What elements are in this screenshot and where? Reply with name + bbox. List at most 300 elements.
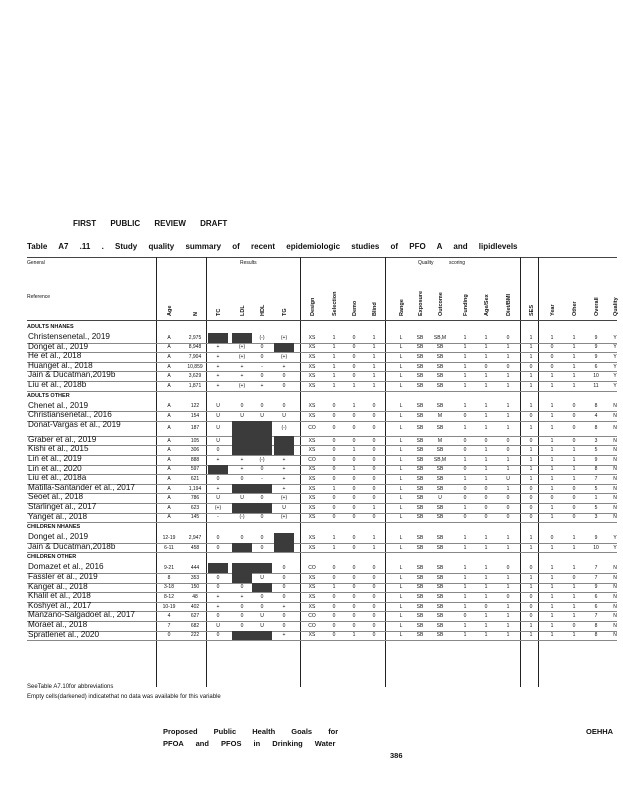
row-reference: Liu et al., 2018b (28, 380, 87, 389)
row-cell: N (613, 622, 617, 629)
row-cell: 1,871 (188, 382, 202, 389)
row-cell: A (167, 466, 171, 473)
row-cell: XS (308, 413, 316, 419)
row-reference: Fassler et al., 2019 (28, 572, 98, 581)
row-cell: U (240, 413, 244, 419)
row-cell: A (167, 425, 171, 432)
row-cell: 1 (572, 594, 576, 600)
row-cell: 2,975 (188, 334, 202, 341)
row-cell: 1 (550, 403, 554, 410)
row-cell: 1 (506, 425, 510, 432)
row-cell: 0 (572, 574, 576, 581)
row-cell: N (613, 425, 617, 432)
row-reference: Yanget al., 2018 (28, 511, 88, 521)
row-cell: L (399, 495, 403, 502)
row-cell: + (240, 373, 244, 380)
row-cell: 1 (372, 373, 376, 380)
row-cell: 4 (594, 413, 598, 419)
row-cell: 1 (463, 373, 467, 380)
column-header-n: N (193, 312, 199, 316)
row-cell: SB (416, 437, 424, 444)
group-results: Results (240, 260, 257, 266)
row-cell: 2,947 (188, 535, 202, 541)
row-cell: 1 (484, 344, 488, 351)
row-cell: 1 (372, 504, 376, 511)
group-quality: Quality scoring (418, 260, 466, 266)
row-cell: 1 (550, 447, 554, 454)
row-cell: SB (416, 565, 424, 572)
row-cell: XS (308, 544, 316, 551)
row-cell: 0 (240, 476, 244, 482)
row-cell: A (167, 413, 171, 419)
row-cell: + (216, 456, 220, 463)
row-cell: SB (436, 466, 444, 473)
row-cell: N (613, 466, 617, 473)
no-data-cell (208, 333, 228, 343)
row-cell: U (282, 413, 286, 419)
row-cell: 1 (332, 535, 336, 541)
row-reference: Liu et al., 2018a (28, 473, 87, 483)
row-cell: 0 (260, 403, 264, 410)
row-cell: XS (308, 334, 316, 341)
no-data-cell (252, 503, 272, 513)
row-cell: SB (416, 413, 424, 419)
row-cell: 1 (550, 413, 554, 419)
row-cell: 1 (463, 603, 467, 610)
row-cell: 0 (352, 437, 356, 444)
row-cell: 0 (506, 495, 510, 502)
row-cell: 1 (529, 354, 533, 360)
row-cell: 1 (572, 544, 576, 551)
row-cell: 1 (572, 584, 576, 591)
row-cell: 0 (352, 514, 356, 521)
row-cell: 1 (529, 425, 533, 432)
row-cell: 1 (484, 565, 488, 572)
row-reference: Manzano-Salgadoet al., 2017 (28, 610, 135, 620)
row-cell: 1 (572, 382, 576, 389)
row-cell: N (613, 632, 617, 639)
row-cell: 1 (463, 574, 467, 581)
row-cell: 0 (260, 594, 264, 600)
row-cell: Y (613, 544, 617, 551)
row-cell: 1 (463, 382, 467, 389)
row-cell: XS (308, 437, 316, 444)
row-reference: Chenet al., 2019 (28, 400, 89, 410)
row-cell: 0 (332, 425, 336, 432)
row-cell: XS (308, 382, 316, 389)
row-cell: 0 (240, 622, 244, 629)
row-cell: L (399, 447, 403, 454)
row-cell: 458 (190, 544, 200, 551)
row-cell: A (167, 373, 171, 380)
row-cell: SB (436, 373, 444, 380)
row-cell: SB (416, 495, 424, 502)
row-cell: 0 (216, 544, 220, 551)
no-data-cell (252, 436, 272, 446)
row-cell: 9 (594, 456, 598, 463)
no-data-cell (232, 436, 252, 446)
row-cell: XS (308, 363, 316, 370)
row-cell: 0 (332, 504, 336, 511)
row-cell: 1 (550, 373, 554, 380)
row-cell: SB (416, 354, 424, 360)
row-cell: U (260, 622, 264, 629)
row-cell: SB (416, 544, 424, 551)
row-cell: A (167, 456, 171, 463)
row-cell: 8 (167, 574, 171, 581)
row-cell: 0 (572, 485, 576, 492)
row-cell: SB (416, 382, 424, 389)
row-cell: SB (436, 476, 444, 482)
row-cell: 0 (216, 613, 220, 620)
row-cell: 786 (190, 495, 200, 502)
row-cell: 1 (463, 456, 467, 463)
row-reference: Seoet al., 2018 (28, 492, 84, 502)
row-cell: 444 (190, 565, 200, 572)
row-cell: SB (416, 466, 424, 473)
row-cell: 0 (463, 613, 467, 620)
row-cell: Y (613, 334, 617, 341)
row-cell: CO (308, 565, 316, 572)
row-cell: 0 (572, 413, 576, 419)
section-label: CHILDREN NHANES (27, 524, 81, 531)
row-cell: 1 (550, 514, 554, 521)
row-cell: (+) (280, 354, 288, 360)
row-cell: (-) (239, 514, 245, 521)
row-cell: SB,M (433, 456, 447, 463)
row-cell: 10,859 (187, 363, 203, 370)
row-cell: 0 (572, 504, 576, 511)
row-cell: N (613, 485, 617, 492)
row-cell: 0 (550, 363, 554, 370)
row-cell: 1 (572, 447, 576, 454)
row-cell: (-) (281, 425, 287, 432)
row-cell: 0 (372, 413, 376, 419)
row-cell: 1 (463, 535, 467, 541)
row-cell: A (167, 504, 171, 511)
row-cell: 0 (260, 344, 264, 351)
row-cell: N (613, 437, 617, 444)
row-cell: N (613, 613, 617, 620)
row-cell: 1 (572, 613, 576, 620)
row-cell: + (240, 594, 244, 600)
row-cell: 0 (529, 613, 533, 620)
row-cell: + (216, 354, 220, 360)
row-cell: 0 (332, 603, 336, 610)
row-cell: XS (308, 373, 316, 380)
row-cell: L (399, 603, 403, 610)
row-cell: 1 (529, 456, 533, 463)
row-cell: 1 (484, 413, 488, 419)
section-label: ADULTS NHANES (27, 324, 74, 330)
column-divider (206, 257, 207, 687)
row-cell: L (399, 344, 403, 351)
row-cell: 0 (550, 495, 554, 502)
row-cell: 9 (594, 334, 598, 341)
row-cell: SB (436, 574, 444, 581)
row-cell: 0 (372, 403, 376, 410)
row-cell: 0 (529, 495, 533, 502)
row-cell: 1 (506, 632, 510, 639)
column-header-overall: Overall (594, 297, 600, 316)
row-cell: 1 (463, 584, 467, 591)
row-cell: 1 (332, 354, 336, 360)
reference-header: Reference (27, 294, 51, 300)
row-cell: 1 (484, 373, 488, 380)
row-cell: SB (436, 632, 444, 639)
row-cell: 150 (190, 584, 200, 591)
row-cell: 1 (529, 574, 533, 581)
column-header-design: Design (310, 297, 316, 316)
row-cell: 3 (594, 514, 598, 521)
row-cell: 1 (572, 456, 576, 463)
row-reference: Donget al., 2019 (28, 341, 89, 351)
row-cell: SB (436, 363, 444, 370)
row-cell: 0 (372, 466, 376, 473)
row-cell: XS (308, 466, 316, 473)
row-cell: 7 (594, 476, 598, 482)
row-cell: 0 (282, 613, 286, 620)
row-cell: L (399, 437, 403, 444)
row-cell: A (167, 382, 171, 389)
row-cell: L (399, 373, 403, 380)
row-cell: 1 (550, 504, 554, 511)
row-cell: 6 (594, 594, 598, 600)
row-reference: Moraet al., 2018 (28, 620, 88, 629)
row-reference: Domazet et al., 2016 (28, 562, 104, 572)
row-cell: 0 (372, 437, 376, 444)
row-reference: Donat-Vargas et al., 2019 (28, 419, 121, 429)
row-cell: 0 (529, 485, 533, 492)
row-cell: SB (436, 485, 444, 492)
row-cell: 0 (352, 456, 356, 463)
row-cell: N (613, 504, 617, 511)
row-cell: 0 (372, 456, 376, 463)
row-cell: 1 (463, 354, 467, 360)
row-cell: 0 (332, 514, 336, 521)
row-cell: L (399, 584, 403, 591)
row-rule (27, 522, 617, 523)
row-cell: 1 (506, 344, 510, 351)
row-cell: 11 (593, 382, 599, 389)
row-cell: 1 (550, 613, 554, 620)
column-divider (520, 257, 521, 687)
row-cell: (-) (259, 456, 265, 463)
row-cell: 5 (594, 447, 598, 454)
row-cell: (-) (259, 334, 265, 341)
header-bottom-rule (27, 320, 617, 321)
row-cell: 0 (484, 437, 488, 444)
row-cell: 1 (463, 425, 467, 432)
row-cell: 10 (593, 544, 599, 551)
row-cell: 1 (332, 344, 336, 351)
row-cell: 0 (260, 354, 264, 360)
row-cell: 1 (463, 334, 467, 341)
row-cell: 8 (594, 632, 598, 639)
row-reference: Kanget al., 2018 (28, 581, 88, 591)
row-cell: N (613, 594, 617, 600)
row-cell: 0 (260, 603, 264, 610)
row-rule (27, 552, 617, 553)
row-cell: + (282, 466, 286, 473)
row-cell: 0 (484, 514, 488, 521)
row-cell: 1 (484, 447, 488, 454)
row-cell: SB (436, 425, 444, 432)
row-cell: L (399, 363, 403, 370)
row-cell: 8 (594, 622, 598, 629)
row-cell: 1 (550, 594, 554, 600)
row-cell: SB (416, 334, 424, 341)
row-cell: 1 (484, 476, 488, 482)
row-cell: 0 (372, 476, 376, 482)
row-cell: 1 (506, 574, 510, 581)
row-cell: + (216, 603, 220, 610)
row-cell: 0 (372, 565, 376, 572)
row-cell: 0 (352, 603, 356, 610)
no-data-cell (232, 333, 252, 343)
row-cell: 0 (529, 565, 533, 572)
row-cell: N (613, 584, 617, 591)
row-cell: 1 (484, 334, 488, 341)
row-cell: CO (308, 613, 316, 620)
row-cell: (+) (280, 334, 288, 341)
row-cell: A (167, 514, 171, 521)
row-cell: SB (436, 613, 444, 620)
row-cell: 0 (372, 425, 376, 432)
no-data-cell (208, 563, 228, 573)
row-cell: 1 (572, 363, 576, 370)
row-cell: 187 (190, 425, 200, 432)
row-cell: 3-18 (163, 584, 174, 591)
footnote-abbreviations: SeeTable A7.10for abbreviations (27, 684, 114, 690)
row-cell: 1 (506, 373, 510, 380)
row-cell: 12-19 (162, 535, 176, 541)
row-cell: 1 (463, 504, 467, 511)
row-cell: XS (308, 447, 316, 454)
row-cell: SB (436, 447, 444, 454)
row-cell: M (437, 437, 443, 444)
row-cell: 1 (484, 594, 488, 600)
row-cell: 0 (372, 603, 376, 610)
no-data-cell (232, 563, 252, 573)
row-cell: SB (416, 456, 424, 463)
row-cell: 1 (484, 535, 488, 541)
row-cell: 1 (463, 632, 467, 639)
no-data-cell (252, 484, 272, 494)
row-cell: 1 (550, 334, 554, 341)
group-general: General (27, 260, 45, 266)
row-cell: 6 (594, 363, 598, 370)
row-cell: 1 (463, 594, 467, 600)
row-cell: 621 (190, 476, 200, 482)
row-cell: + (216, 363, 220, 370)
no-data-cell (252, 563, 272, 573)
row-cell: 9 (594, 344, 598, 351)
row-cell: 0 (572, 622, 576, 629)
row-cell: 1 (463, 622, 467, 629)
row-cell: SB (416, 504, 424, 511)
row-cell: 0 (506, 447, 510, 454)
row-cell: 1 (572, 476, 576, 482)
row-cell: 0 (550, 535, 554, 541)
row-cell: 0 (332, 456, 336, 463)
row-cell: 0 (484, 363, 488, 370)
row-cell: N (613, 514, 617, 521)
no-data-cell (232, 631, 252, 641)
row-cell: N (613, 456, 617, 463)
row-cell: L (399, 544, 403, 551)
row-cell: SB (416, 403, 424, 410)
row-cell: 0 (372, 574, 376, 581)
row-cell: 1 (550, 456, 554, 463)
row-cell: 0 (332, 476, 336, 482)
footnote-empty-cells: Empty cells(darkened) indicatethat no data was available for this variable (27, 694, 221, 700)
row-cell: SB (436, 622, 444, 629)
row-cell: U (216, 425, 220, 432)
row-reference: Spratlenet al., 2020 (28, 629, 100, 639)
row-cell: 0 (260, 544, 264, 551)
row-cell: 1 (484, 425, 488, 432)
row-cell: N (613, 413, 617, 419)
row-cell: 1 (484, 613, 488, 620)
row-cell: 0 (572, 437, 576, 444)
row-cell: L (399, 456, 403, 463)
row-cell: 1 (529, 334, 533, 341)
no-data-cell (274, 436, 294, 446)
row-cell: 7 (594, 574, 598, 581)
row-cell: 1 (529, 476, 533, 482)
row-cell: 1 (484, 466, 488, 473)
row-cell: 154 (190, 413, 200, 419)
row-cell: 1 (332, 485, 336, 492)
row-cell: - (261, 476, 263, 482)
row-cell: XS (308, 535, 316, 541)
row-cell: 0 (332, 437, 336, 444)
column-header-age-sex: Age/Sex (484, 294, 490, 316)
column-header-quality: Quality (613, 297, 619, 316)
column-header-year: Year (550, 304, 556, 316)
row-cell: 0 (240, 584, 244, 591)
row-cell: 1 (484, 574, 488, 581)
row-cell: SB (416, 425, 424, 432)
row-cell: 0 (216, 447, 220, 454)
row-cell: XS (308, 354, 316, 360)
row-cell: Y (613, 363, 617, 370)
row-cell: 0 (352, 363, 356, 370)
row-cell: 0 (240, 403, 244, 410)
row-cell: 1 (463, 363, 467, 370)
row-cell: + (282, 485, 286, 492)
row-cell: L (399, 354, 403, 360)
column-header-age: Age (167, 305, 173, 316)
row-cell: L (399, 613, 403, 620)
row-cell: 1 (506, 382, 510, 389)
row-cell: 1 (463, 344, 467, 351)
row-cell: 8 (594, 466, 598, 473)
row-cell: XS (308, 584, 316, 591)
row-cell: 402 (190, 603, 200, 610)
row-rule (27, 640, 617, 641)
column-header-demo: Demo (352, 300, 358, 316)
row-cell: U (216, 622, 220, 629)
row-cell: N (613, 574, 617, 581)
row-cell: U (282, 504, 286, 511)
row-cell: 1 (529, 584, 533, 591)
row-cell: 1 (484, 403, 488, 410)
row-cell: 0 (529, 514, 533, 521)
row-cell: 1 (550, 622, 554, 629)
row-cell: 1,194 (188, 485, 202, 492)
